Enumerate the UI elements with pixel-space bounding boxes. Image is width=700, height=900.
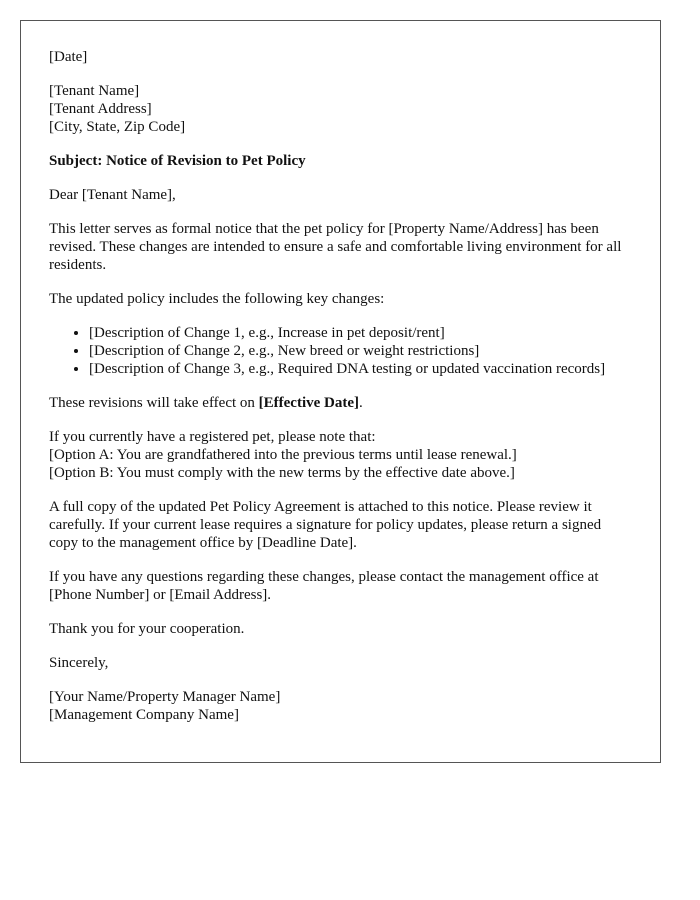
thanks-line: Thank you for your cooperation.: [49, 621, 245, 637]
letter-page: [20, 20, 661, 763]
effective-suffix: .: [359, 395, 363, 411]
signature-block: [49, 688, 632, 724]
recipient-city: [City, State, Zip Code]: [49, 119, 186, 135]
effective-date-paragraph: [49, 394, 632, 412]
option-a: [Option A: You are grandfathered into the previous terms until lease renewal.]: [49, 447, 517, 463]
copy-notice-paragraph: A full copy of the updated Pet Policy Agreement is attached to this notice. Please review it carefully. If your current lease requires a signature for policy updates, please return a signed copy to the management office by [Deadline Date].: [49, 499, 602, 551]
list-item: • [Description of Change 2, e.g., New breed or weight restrictions]: [89, 342, 632, 360]
closing: Sincerely,: [49, 655, 109, 671]
salutation: Dear [Tenant Name],: [49, 187, 176, 203]
questions-paragraph: If you have any questions regarding these changes, please contact the management office at [Phone Number] or [Email Address].: [49, 569, 599, 603]
recipient-address: [Tenant Address]: [49, 101, 152, 117]
list-item: • [Description of Change 3, e.g., Required DNA testing or updated vaccination records]: [89, 360, 632, 378]
intro-paragraph: This letter serves as formal notice that the pet policy for [Property Name/Address] has been revised. These changes are intended to ensure a safe and comfortable living environment for all residents.: [49, 221, 622, 273]
effective-prefix: These revisions will take effect on: [49, 395, 259, 411]
option-b: [Option B: You must comply with the new terms by the effective date above.]: [49, 465, 515, 481]
subject-line: Subject: Notice of Revision to Pet Policy: [49, 153, 306, 169]
recipient-name: [Tenant Name]: [49, 83, 140, 99]
registered-intro: If you currently have a registered pet, please note that:: [49, 429, 376, 445]
date: [Date]: [49, 49, 88, 65]
registered-pet-paragraph: [49, 428, 632, 482]
effective-date: [Effective Date]: [258, 395, 360, 411]
signature-company: [Management Company Name]: [49, 707, 239, 723]
signature-name: [Your Name/Property Manager Name]: [49, 689, 281, 705]
recipient-block: [49, 82, 632, 136]
list-item: • [Description of Change 1, e.g., Increase in pet deposit/rent]: [89, 324, 632, 342]
changes-list: [49, 324, 632, 378]
changes-intro: The updated policy includes the following key changes:: [49, 291, 385, 307]
